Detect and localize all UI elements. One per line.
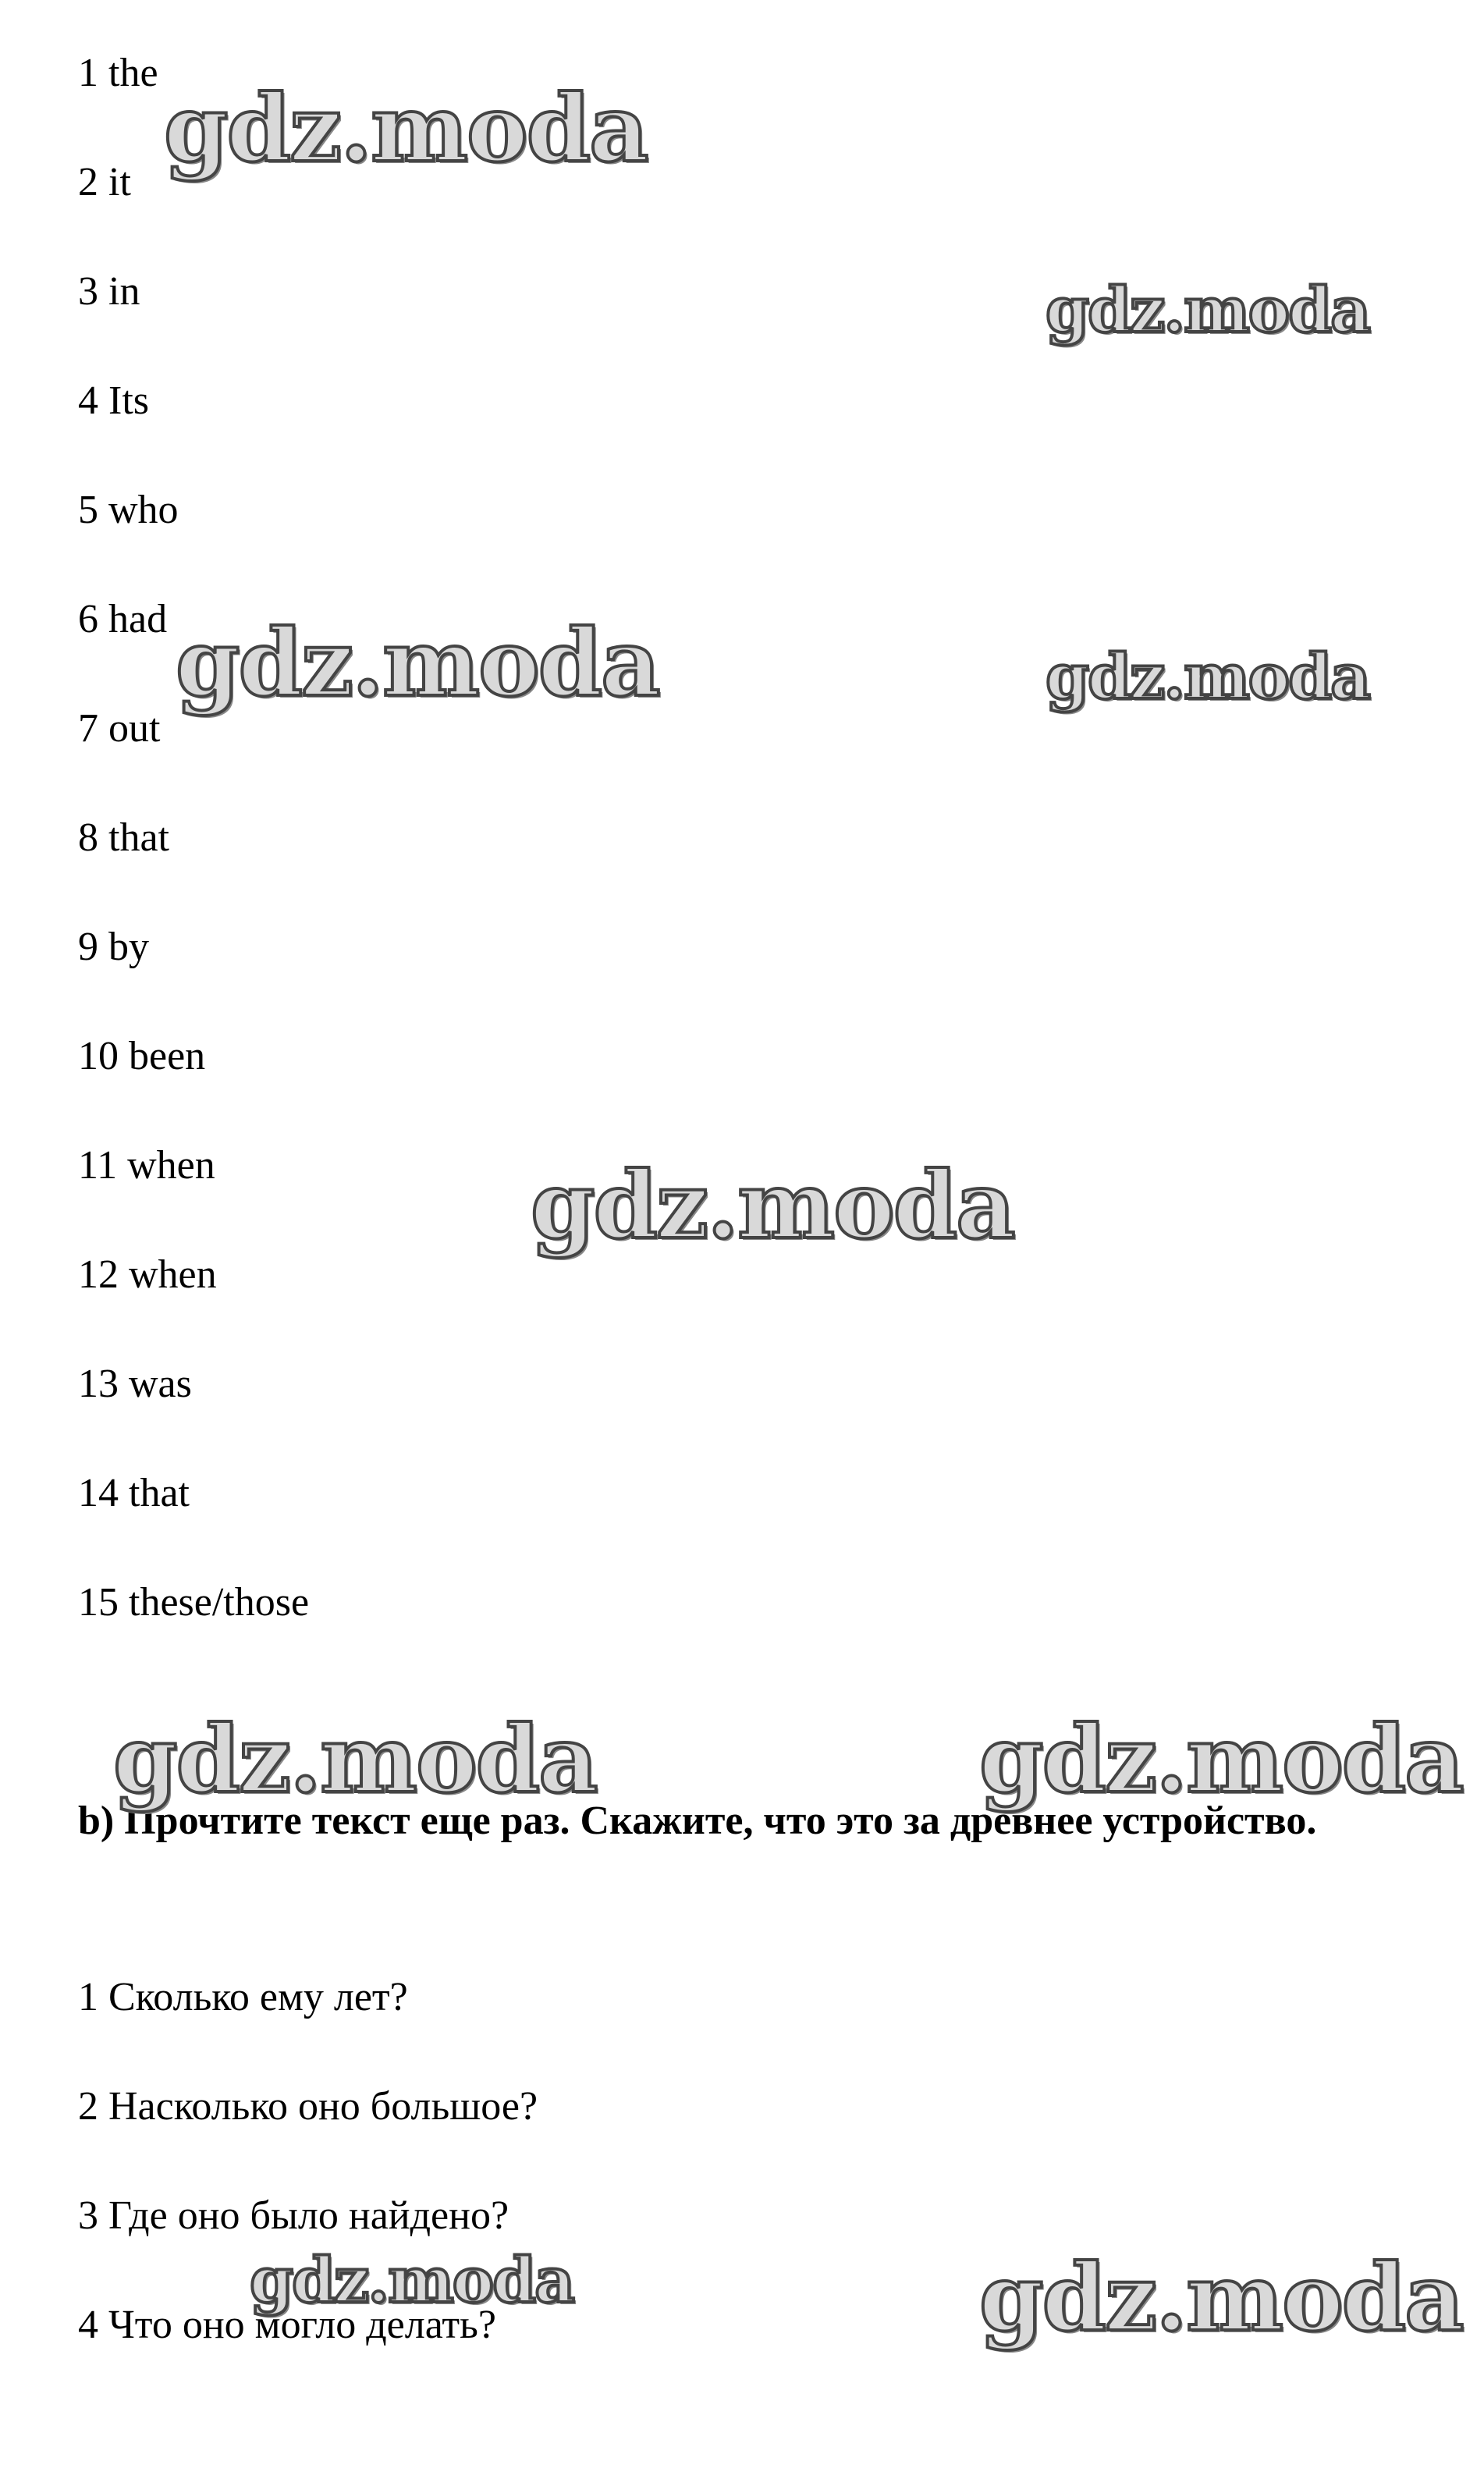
answer-item: 14 that	[78, 1471, 190, 1515]
answer-item: 4 Its	[78, 378, 149, 423]
answer-item: 13 was	[78, 1362, 192, 1406]
answer-item: 8 that	[78, 815, 169, 860]
answer-item: 10 been	[78, 1034, 206, 1078]
answer-item: 3 in	[78, 269, 140, 314]
answer-item: 6 had	[78, 597, 168, 641]
answer-item: 5 who	[78, 488, 179, 532]
watermark: gdz.moda	[1046, 273, 1369, 346]
watermark: gdz.moda	[531, 1151, 1014, 1259]
answer-item: 9 by	[78, 925, 149, 969]
watermark: gdz.moda	[164, 74, 648, 183]
question-item: 4 Что оно могло делать?	[78, 2303, 496, 2347]
watermark: gdz.moda	[979, 2243, 1463, 2352]
watermark: gdz.moda	[250, 2243, 573, 2317]
watermark: gdz.moda	[113, 1705, 597, 1813]
answer-item: 15 these/those	[78, 1580, 310, 1625]
question-item: 2 Насколько оно большое?	[78, 2084, 538, 2129]
watermark: gdz.moda	[979, 1705, 1463, 1813]
answer-item: 11 when	[78, 1143, 215, 1188]
question-item: 1 Сколько ему лет?	[78, 1975, 408, 2019]
answer-item: 1 the	[78, 51, 158, 95]
answer-item: 2 it	[78, 160, 131, 204]
watermark: gdz.moda	[176, 609, 659, 717]
watermark: gdz.moda	[1046, 640, 1369, 713]
question-item: 3 Где оно было найдено?	[78, 2193, 509, 2238]
answer-item: 7 out	[78, 706, 161, 751]
answer-item: 12 when	[78, 1252, 217, 1297]
section-heading: b) Прочтите текст еще раз. Скажите, что это за древнее устройство.	[78, 1799, 1317, 1843]
